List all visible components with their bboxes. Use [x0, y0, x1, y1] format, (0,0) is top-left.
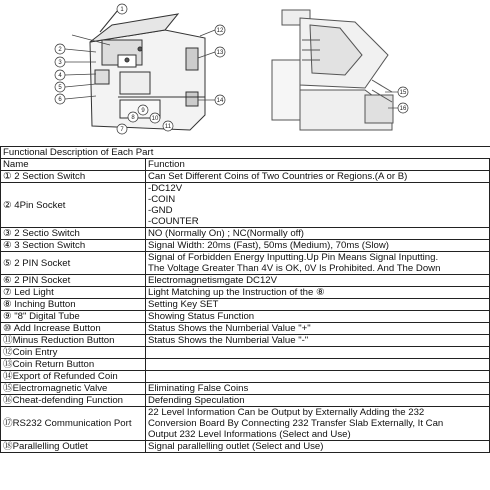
- function-line: Status Shows the Numberial Value "+": [148, 323, 311, 334]
- part-function-cell: [146, 359, 490, 371]
- table-row: [1, 311, 490, 323]
- callout-10: 10: [151, 116, 159, 122]
- part-name-cell: ⑰RS232 Communication Port: [1, 407, 146, 441]
- function-line: 22 Level Information Can be Output by Externally Adding the 232: [148, 407, 425, 418]
- part-name-cell: ⑫Coin Entry: [1, 347, 146, 359]
- part-function-cell: [146, 441, 490, 453]
- function-line: NO (Normally On) ; NC(Normally off): [148, 228, 305, 239]
- function-line: Can Set Different Coins of Two Countries or Regions.(A or B): [148, 171, 408, 182]
- table-header-row: [1, 159, 490, 171]
- callout-3: 3: [58, 60, 62, 66]
- callout-8: 8: [131, 115, 135, 121]
- part-function-cell: [146, 183, 490, 228]
- callout-7: 7: [120, 127, 124, 133]
- part-function-cell: [146, 275, 490, 287]
- part-function-cell: [146, 171, 490, 183]
- part-name-cell: ⑤ 2 PIN Socket: [1, 252, 146, 275]
- callout-9: 9: [141, 108, 145, 114]
- table-row: [1, 335, 490, 347]
- function-line: -GND: [148, 205, 173, 216]
- callout-4: 4: [58, 73, 62, 79]
- function-line: Defending Speculation: [148, 395, 245, 406]
- callout-5: 5: [58, 85, 62, 91]
- table-row: [1, 395, 490, 407]
- callout-1: 1: [120, 7, 124, 13]
- callout-11: 11: [164, 124, 172, 130]
- function-line: Output 232 Level Informations (Select and Use): [148, 429, 351, 440]
- part-name-cell: ⑥ 2 PIN Socket: [1, 275, 146, 287]
- function-line: -DC12V: [148, 183, 183, 194]
- part-function-cell: [146, 252, 490, 275]
- callout-14: 14: [216, 98, 224, 104]
- part-function-cell: [146, 311, 490, 323]
- function-line: Showing Status Function: [148, 311, 255, 322]
- part-name-cell: ③ 2 Sectio Switch: [1, 228, 146, 240]
- part-function-cell: [146, 299, 490, 311]
- part-function-cell: [146, 240, 490, 252]
- function-line: [148, 371, 487, 382]
- part-name-cell: ⑩ Add Increase Button: [1, 323, 146, 335]
- coin-acceptor-drawings: [0, 0, 490, 145]
- table-row: [1, 323, 490, 335]
- part-name-cell: ⑨ "8" Digital Tube: [1, 311, 146, 323]
- function-line: Status Shows the Numberial Value "-": [148, 335, 309, 346]
- table-row: [1, 228, 490, 240]
- table-row: [1, 347, 490, 359]
- table-row: [1, 171, 490, 183]
- function-line: Signal Width: 20ms (Fast), 50ms (Medium), 70ms (Slow): [148, 240, 389, 251]
- function-line: [148, 347, 487, 358]
- part-name-cell: ⑮Electromagnetic Valve: [1, 383, 146, 395]
- part-function-cell: [146, 395, 490, 407]
- table-row: [1, 275, 490, 287]
- header-name: Name: [1, 159, 146, 171]
- function-line: Signal of Forbidden Energy Inputting.Up Pin Means Signal Inputting.: [148, 252, 439, 263]
- table-row: [1, 441, 490, 453]
- part-function-cell: [146, 347, 490, 359]
- table-row: [1, 299, 490, 311]
- part-name-cell: ④ 3 Section Switch: [1, 240, 146, 252]
- part-name-cell: ⑭Export of Refunded Coin: [1, 371, 146, 383]
- part-function-cell: [146, 228, 490, 240]
- part-function-cell: [146, 335, 490, 347]
- table-row: [1, 407, 490, 441]
- function-line: Signal parallelling outlet (Select and Use): [148, 441, 324, 452]
- part-name-cell: ⑯Cheat-defending Function: [1, 395, 146, 407]
- header-function: Function: [146, 159, 490, 171]
- function-line: [148, 359, 487, 370]
- part-name-cell: ① 2 Section Switch: [1, 171, 146, 183]
- table-row: [1, 287, 490, 299]
- function-line: -COIN: [148, 194, 176, 205]
- function-line: Electromagnetismgate DC12V: [148, 275, 278, 286]
- function-line: Light Matching up the Instruction of the ⑧: [148, 287, 325, 298]
- callout-15: 15: [399, 90, 407, 96]
- callout-6: 6: [58, 97, 62, 103]
- part-function-cell: [146, 287, 490, 299]
- table-title-row: [1, 147, 490, 159]
- part-function-cell: [146, 371, 490, 383]
- part-name-cell: ⑦ Led Light: [1, 287, 146, 299]
- callout-16: 16: [399, 106, 407, 112]
- product-diagrams: [0, 0, 490, 145]
- table-row: [1, 183, 490, 228]
- function-line: Eliminating False Coins: [148, 383, 249, 394]
- function-line: Setting Key SET: [148, 299, 219, 310]
- table-title: Functional Description of Each Part: [1, 147, 490, 159]
- table-row: [1, 240, 490, 252]
- part-name-cell: ⑬Coin Return Button: [1, 359, 146, 371]
- part-function-cell: [146, 323, 490, 335]
- part-function-cell: [146, 407, 490, 441]
- part-name-cell: ⑧ Inching Button: [1, 299, 146, 311]
- part-name-cell: ② 4Pin Socket: [1, 183, 146, 228]
- callout-12: 12: [216, 28, 224, 34]
- table-row: [1, 371, 490, 383]
- part-function-cell: [146, 383, 490, 395]
- function-table: [0, 146, 490, 453]
- callout-13: 13: [216, 50, 224, 56]
- right-drawing: [272, 10, 393, 130]
- table-row: [1, 359, 490, 371]
- function-line: -COUNTER: [148, 216, 199, 227]
- table-row: [1, 383, 490, 395]
- part-name-cell: ⑱Parallelling Outlet: [1, 441, 146, 453]
- function-line: Conversion Board By Connecting 232 Transfer Slab Externally, It Can: [148, 418, 444, 429]
- part-name-cell: ⑪Minus Reduction Button: [1, 335, 146, 347]
- function-table-wrap: [0, 146, 490, 453]
- function-line: The Voltage Greater Than 4V is OK, 0V Is Prohibited. And The Down: [148, 263, 441, 274]
- table-row: [1, 252, 490, 275]
- callout-2: 2: [58, 47, 62, 53]
